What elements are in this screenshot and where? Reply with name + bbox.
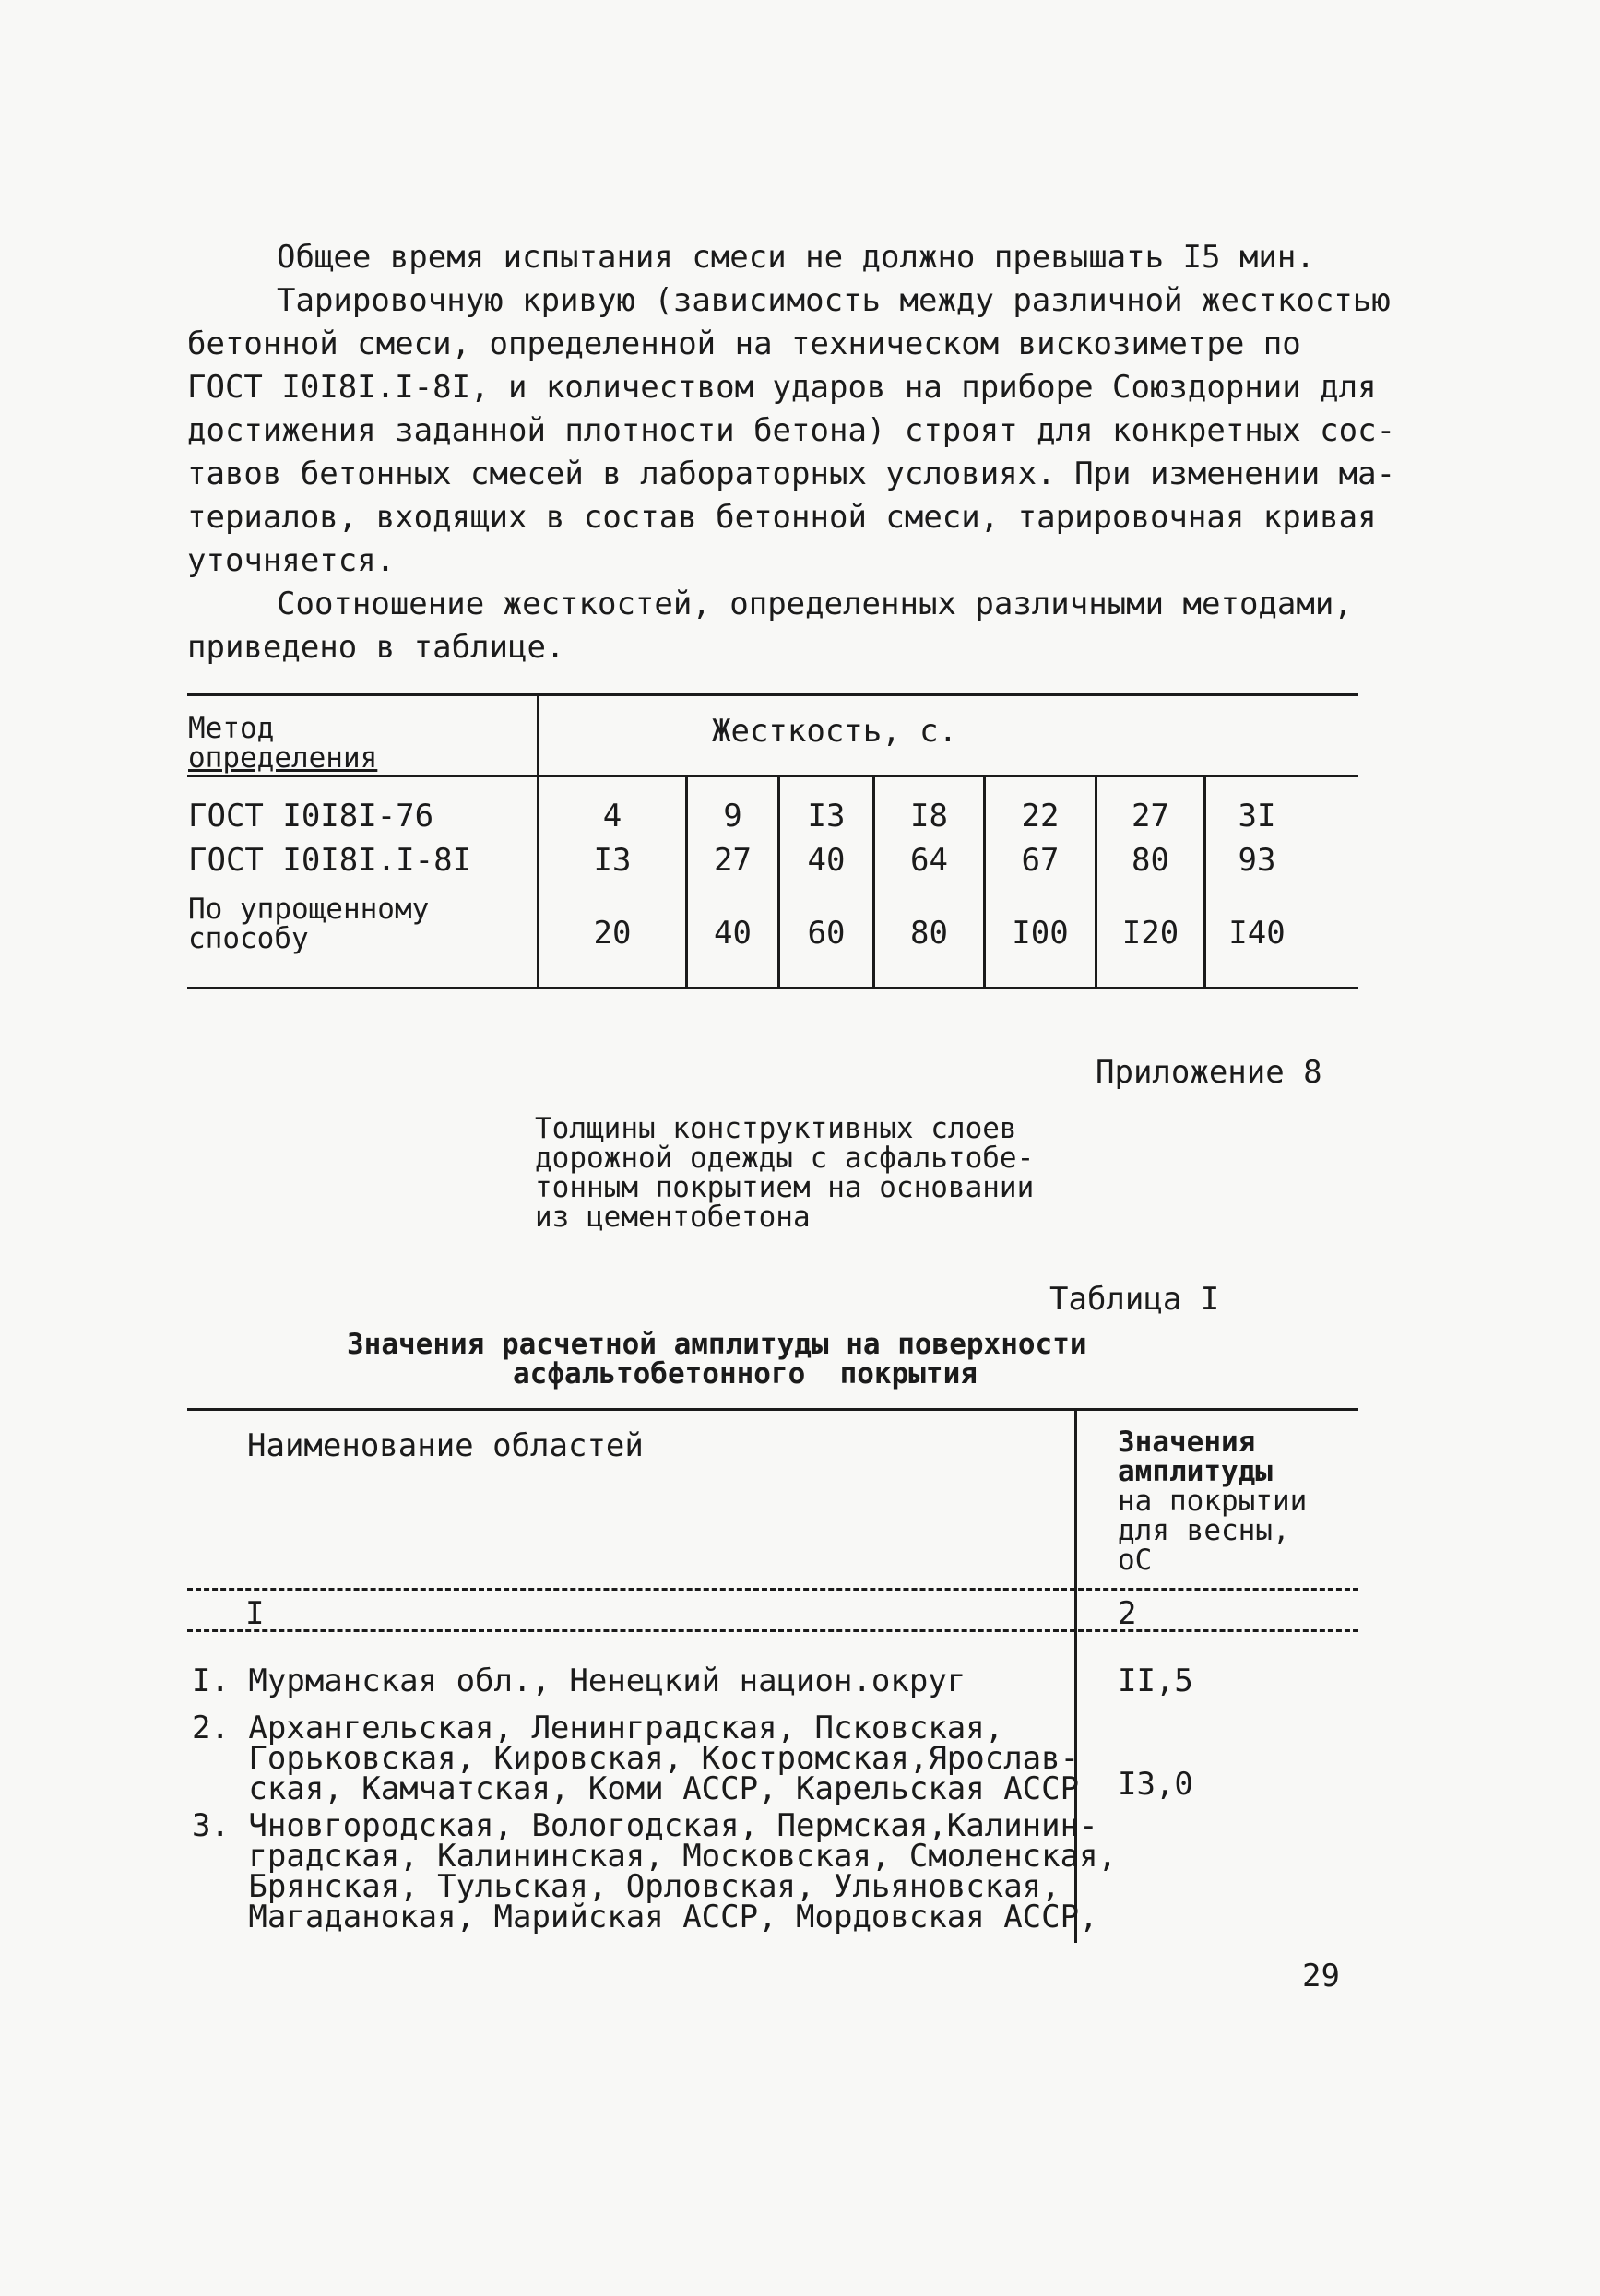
value-cell: 40 <box>714 915 752 952</box>
table-header-rule <box>187 1588 1358 1591</box>
value-cell: 80 <box>910 915 948 952</box>
region-row: I. Мурманская обл., Ненецкий национ.округ <box>192 1663 966 1699</box>
intro-line: териалов, входящих в состав бетонной смеси, тарировочная кривая <box>187 499 1377 536</box>
intro-line: достижения заданной плотности бетона) строят для конкретных сос- <box>187 412 1396 449</box>
region-row: 2. Архангельская, Ленинградская, Псковская, Горьковская, Кировская, Костромская,Ярослав- ская, Камчатская, Коми АССР, Карельская АССР <box>192 1710 1080 1807</box>
table-top-rule <box>187 693 1358 696</box>
value-cell: 9 <box>723 798 742 834</box>
table-label: Таблица I <box>1049 1281 1220 1318</box>
col1-header: Наименование областей <box>247 1427 644 1464</box>
stiffness-header: Жесткость, с. <box>712 713 958 750</box>
table-top-rule <box>187 1408 1358 1411</box>
table-number-rule <box>187 1629 1358 1632</box>
value-cell: 22 <box>1021 798 1060 834</box>
table-caption: Значения расчетной амплитуды на поверхности асфальтобетонного покрытия <box>347 1328 1087 1391</box>
intro-line: бетонной смеси, определенной на техническом вискозиметре по <box>187 325 1301 362</box>
col-number: 2 <box>1118 1595 1137 1632</box>
appendix-label: Приложение 8 <box>1096 1054 1322 1091</box>
value-cell: I00 <box>1012 915 1069 952</box>
intro-line: Общее время испытания смеси не должно превышать I5 мин. <box>277 239 1315 276</box>
value-cell: 3I <box>1238 798 1276 834</box>
region-row: 3. Чновгородская, Вологодская, Пермская,Калинин- градская, Калининская, Московская, Смоленская, Брянская, Тульская, Орловская, Ульяновская, Магаданокая, Марийская АССР, Мордовская АССР, <box>192 1807 1118 1935</box>
col2-header: Значения амплитуды на покрытии для весны, оС <box>1118 1426 1308 1577</box>
col2-unit: оС <box>1118 1544 1153 1577</box>
method-cell: ГОСТ I0I8I.I-8I <box>188 842 472 879</box>
value-cell: 20 <box>593 915 632 952</box>
value-cell: 80 <box>1132 842 1169 879</box>
value-cell: I40 <box>1228 915 1286 952</box>
value-cell: 64 <box>910 842 948 879</box>
value-cell: I20 <box>1121 915 1179 952</box>
intro-line: приведено в таблице. <box>187 629 565 666</box>
value-cell: 60 <box>807 915 846 952</box>
value-cell: 27 <box>714 842 752 879</box>
amplitude-value: I3,0 <box>1118 1766 1193 1803</box>
value-cell: 27 <box>1132 798 1169 834</box>
intro-line: Тарировочную кривую (зависимость между различной жесткостью <box>277 282 1391 319</box>
value-cell: 67 <box>1021 842 1060 879</box>
page-number: 29 <box>1302 1958 1340 1994</box>
appendix-title: Толщины конструктивных слоев дорожной одежды с асфальтобе- тонным покрытием на основании из цементобетона <box>535 1112 1035 1234</box>
intro-line: уточняется. <box>187 542 396 579</box>
table-header-rule <box>187 775 1358 777</box>
method-header: Метод определения <box>188 712 378 775</box>
amplitude-value: II,5 <box>1118 1663 1193 1699</box>
col-number: I <box>245 1595 265 1632</box>
intro-line: ГОСТ I0I8I.I-8I, и количеством ударов на приборе Союздорнии для <box>187 369 1377 406</box>
value-cell: I3 <box>593 842 632 879</box>
method-cell: ГОСТ I0I8I-76 <box>188 798 434 834</box>
value-cell: I3 <box>807 798 846 834</box>
value-cell: 93 <box>1238 842 1276 879</box>
table-bottom-rule <box>187 987 1358 989</box>
intro-line: Соотношение жесткостей, определенных различными методами, <box>277 586 1353 622</box>
intro-line: тавов бетонных смесей в лабораторных условиях. При изменении ма- <box>187 456 1396 492</box>
value-cell: 40 <box>807 842 846 879</box>
value-cell: I8 <box>910 798 948 834</box>
value-cell: 4 <box>602 798 622 834</box>
method-cell: По упрощенному способу <box>188 893 430 955</box>
